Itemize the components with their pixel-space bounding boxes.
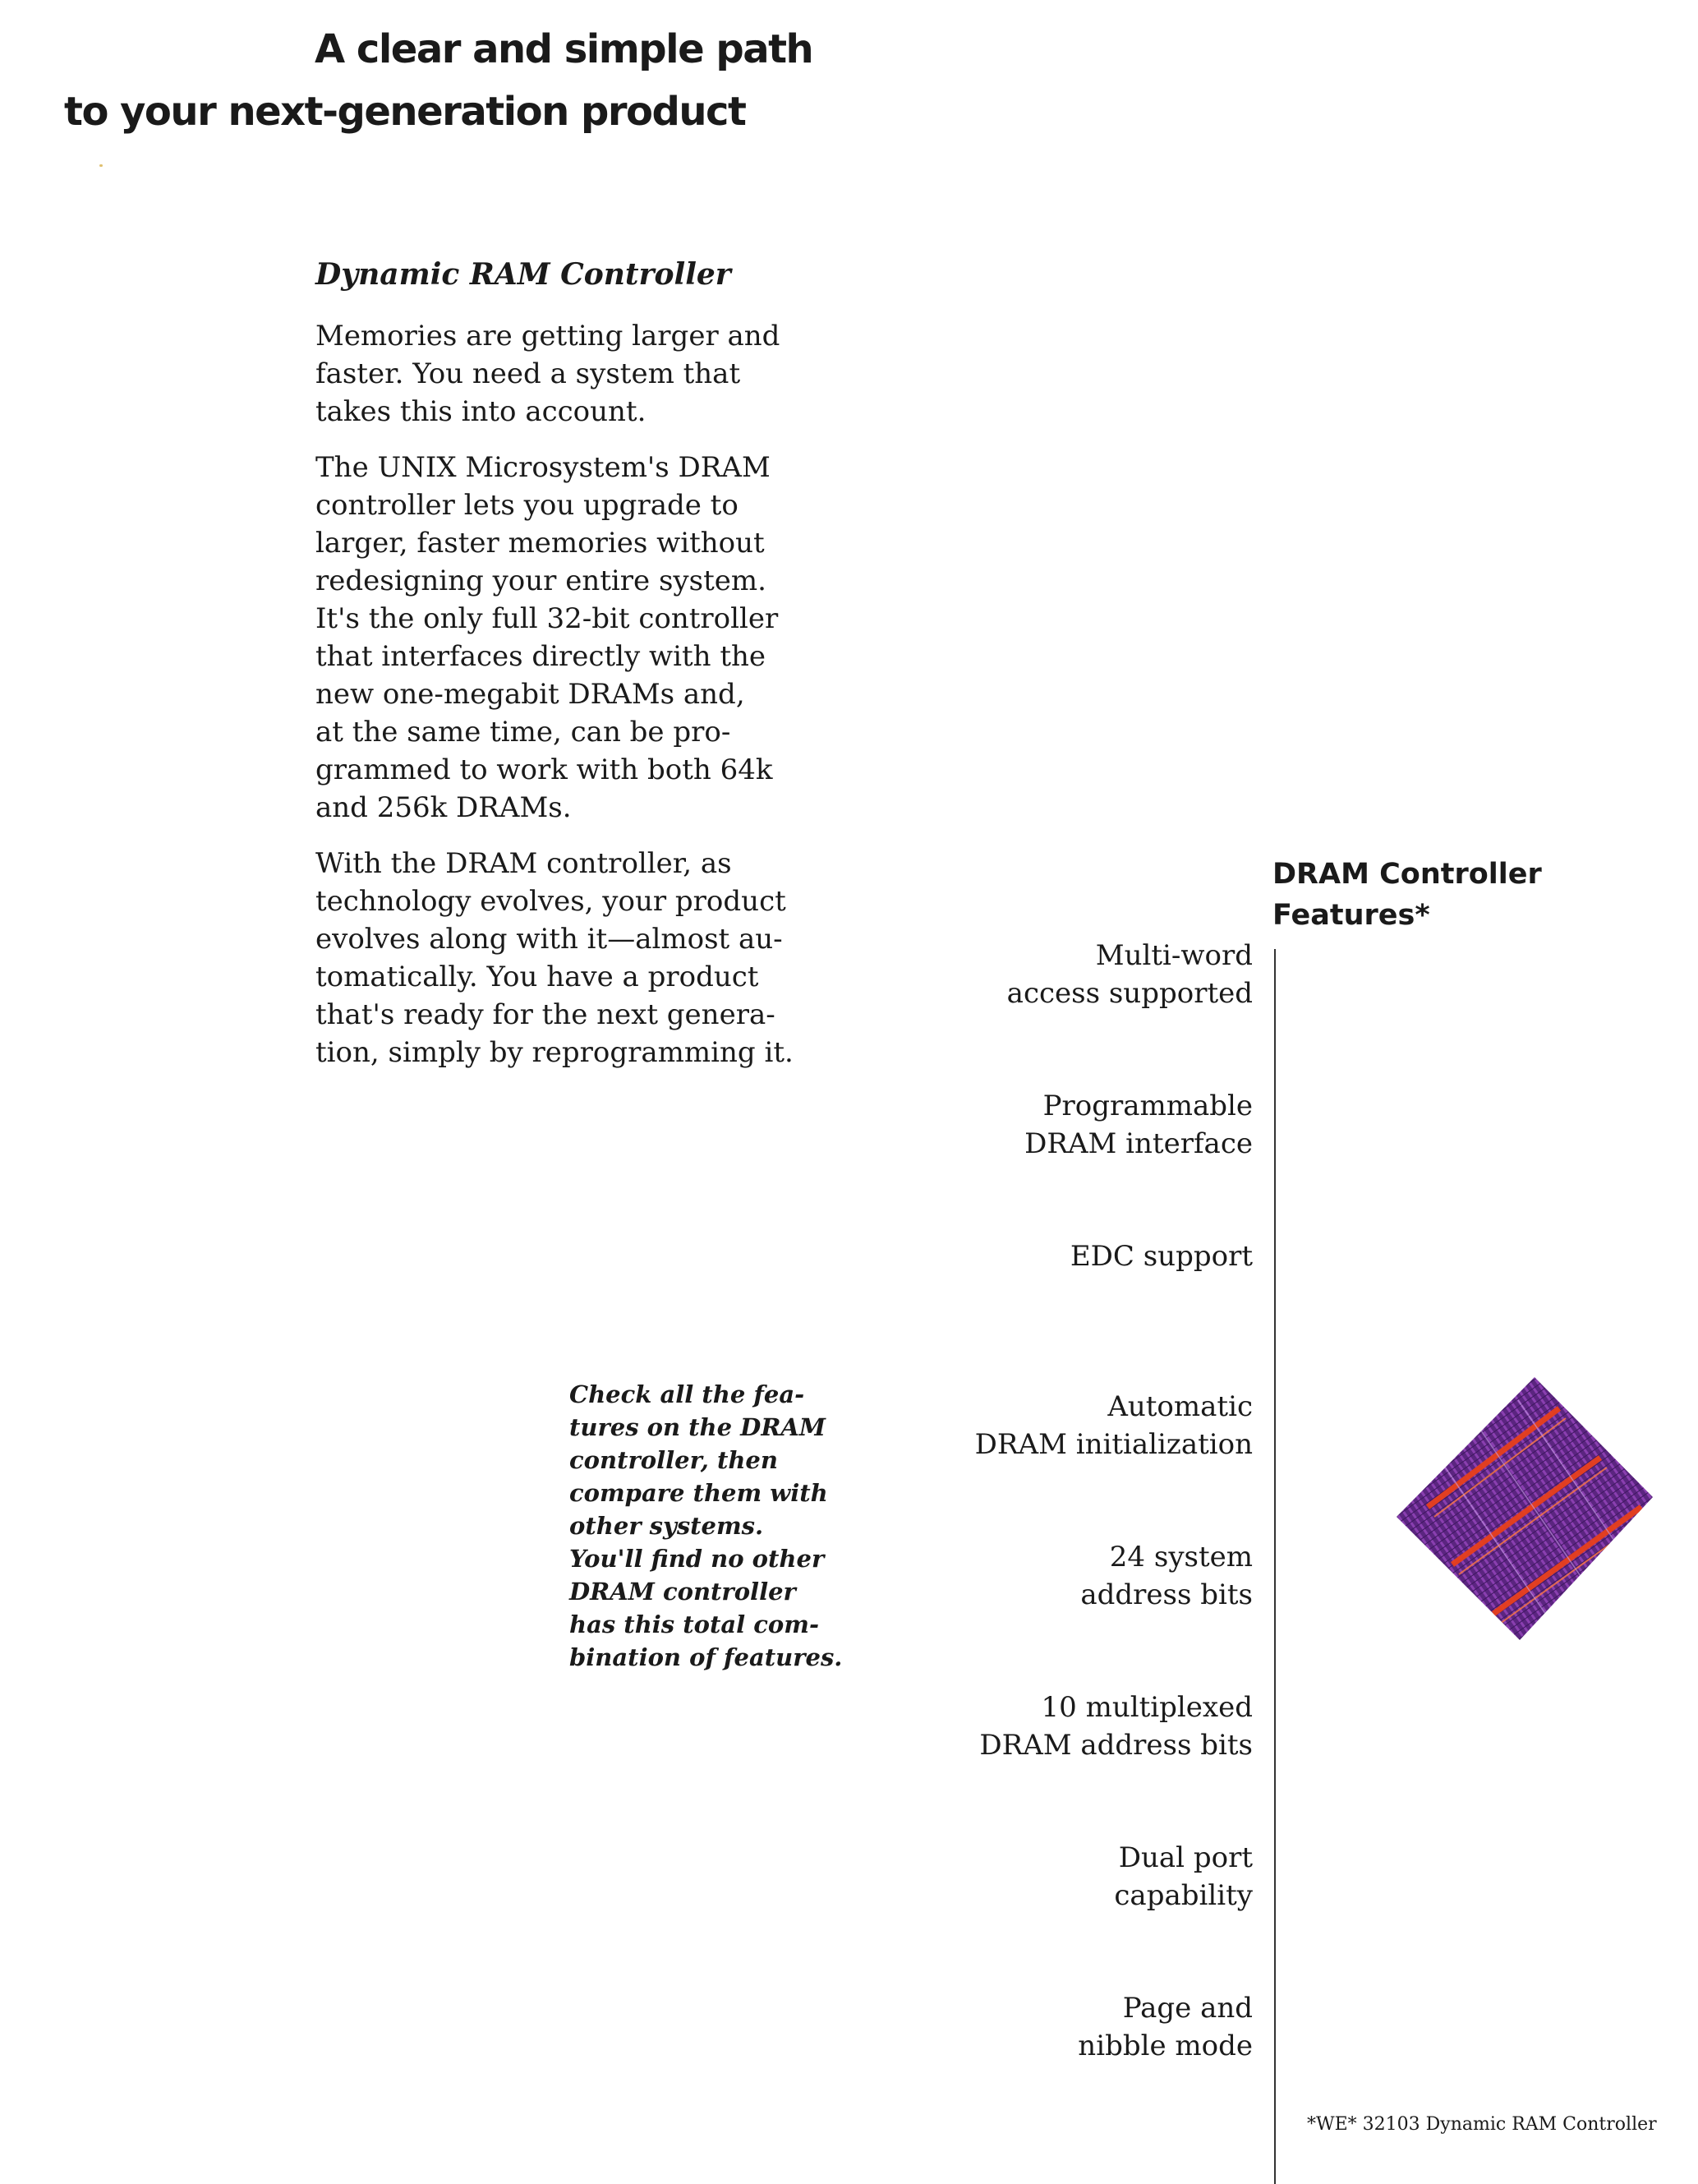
print-speck [99, 164, 103, 167]
body-paragraph: The UNIX Microsystem's DRAM controller lets you upgrade to larger, faster memories without redesigning your entire system. It's the only full 32-bit controller that interfaces directly with the new one-megabit DRAMs and, at the same time, can be pro- grammed to work with both 64k and 256k DRAMs. [315, 451, 779, 825]
feature-item: 24 system address bits [1080, 1541, 1253, 1611]
feature-list [838, 937, 1253, 2140]
feature-item: Automatic DRAM initialization [974, 1390, 1253, 1461]
feature-item: 10 multiplexed DRAM address bits [979, 1691, 1253, 1762]
headline-line-1: A clear and simple path [315, 26, 813, 72]
features-heading: DRAM Controller Features* [1272, 858, 1542, 932]
body-paragraph: Memories are getting larger and faster. You need a system that takes this into account. [315, 320, 780, 429]
feature-item: Page and nibble mode [1078, 1992, 1253, 2062]
feature-item: Programmable DRAM interface [1024, 1090, 1253, 1160]
main-column [315, 257, 808, 1090]
sidenote-callout: Check all the fea- tures on the DRAM controller, then compare them with other systems. You'll find no other DRAM controller has this total com- bination of features. [569, 1380, 843, 1671]
feature-item: Dual port capability [1114, 1841, 1253, 1912]
feature-divider-rule [1274, 949, 1276, 2184]
chip-die-image [1395, 1375, 1654, 1642]
footnote: *WE* 32103 Dynamic RAM Controller [1307, 2114, 1657, 2135]
body-paragraph: With the DRAM controller, as technology evolves, your product evolves along with it—almost au- tomatically. You have a product that's ready for the next genera- tion, simply by reprogramming it. [315, 847, 794, 1070]
feature-item: EDC support [1070, 1240, 1253, 1273]
section-heading: Dynamic RAM Controller [315, 257, 731, 292]
headline-line-2: to your next-generation product [64, 89, 746, 135]
feature-item: Multi-word access supported [1006, 939, 1253, 1010]
